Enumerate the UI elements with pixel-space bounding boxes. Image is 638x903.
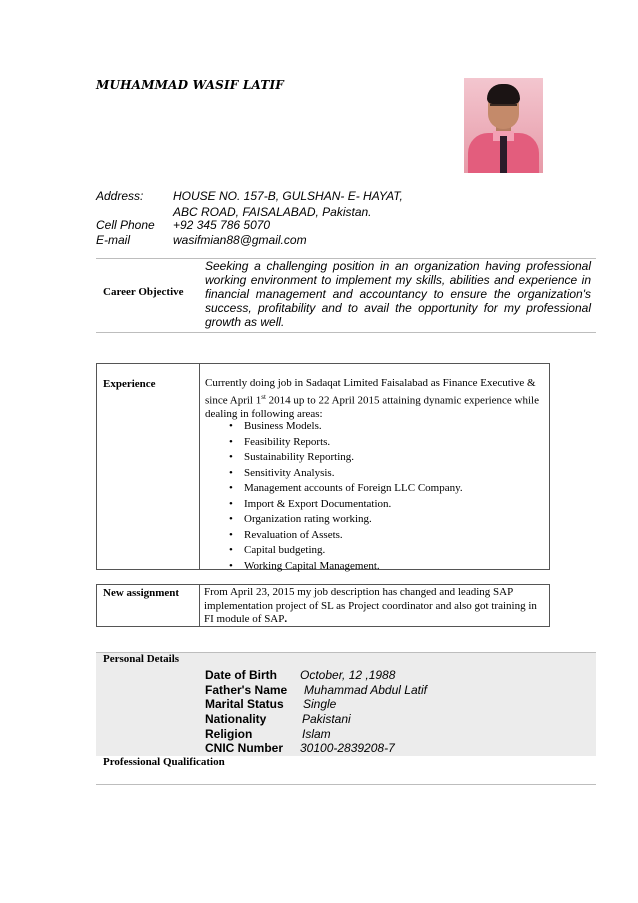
nationality-label: Nationality (205, 712, 267, 726)
new-assignment-divider (199, 584, 200, 626)
email-label: E-mail (96, 233, 131, 247)
career-bottom-rule (96, 332, 596, 333)
list-item: • Feasibility Reports. (232, 435, 463, 451)
career-objective-text: Seeking a challenging position in an organization having professional working environment to implement my skills, abilities and experience in financial management and accountancy to ensure the organization's success, profitability and to avail the opportunity for my professional growth as well. (205, 259, 591, 329)
list-item: • Working Capital Management. (232, 559, 463, 575)
cnic-value: 30100-2839208-7 (300, 741, 395, 755)
father-name-value: Muhammad Abdul Latif (304, 683, 427, 697)
dob-label: Date of Birth (205, 668, 277, 682)
list-item: • Revaluation of Assets. (232, 528, 463, 544)
marital-status-label: Marital Status (205, 697, 284, 711)
experience-list (232, 419, 463, 574)
marital-status-value: Single (303, 697, 337, 711)
new-assignment-text: From April 23, 2015 my job description has changed and leading SAP implementation project of SL as Project coordinator and also got training in FI module of SAP. (204, 586, 537, 625)
dob-value: October, 12 ,1988 (300, 668, 396, 682)
list-item: • Import & Export Documentation. (232, 497, 463, 513)
list-item: • Sensitivity Analysis. (232, 466, 463, 482)
list-item: • Management accounts of Foreign LLC Company. (232, 481, 463, 497)
experience-label: Experience (103, 378, 156, 390)
new-assignment-label: New assignment (103, 587, 180, 599)
phone-label: Cell Phone (96, 218, 155, 232)
phone-value: +92 345 786 5070 (173, 218, 271, 232)
father-name-label: Father's Name (205, 683, 288, 697)
email-value: wasifmian88@gmail.com (173, 233, 307, 247)
list-item: • Capital budgeting. (232, 543, 463, 559)
address-line-2: ABC ROAD, FAISALABAD, Pakistan. (173, 205, 372, 219)
religion-value: Islam (302, 727, 331, 741)
candidate-name: MUHAMMAD WASIF LATIF (96, 78, 285, 92)
list-item: • Sustainability Reporting. (232, 450, 463, 466)
profile-photo (464, 78, 543, 173)
address-label: Address: (96, 189, 144, 203)
qualification-bottom-rule (96, 784, 596, 785)
experience-intro: Currently doing job in Sadaqat Limited Faisalabad as Finance Executive & since April 1st 2014 up to 22 April 2015 attaining dynamic experience while dealing in following areas: (205, 377, 539, 420)
experience-divider (199, 363, 200, 569)
professional-qualification-title: Professional Qualification (103, 756, 225, 768)
career-objective-label: Career Objective (103, 286, 184, 298)
list-item: • Organization rating working. (232, 512, 463, 528)
personal-details-title: Personal Details (103, 653, 180, 665)
address-line-1: HOUSE NO. 157-B, GULSHAN- E- HAYAT, (173, 189, 403, 203)
religion-label: Religion (205, 727, 253, 741)
nationality-value: Pakistani (302, 712, 351, 726)
list-item: • Business Models. (232, 419, 463, 435)
cnic-label: CNIC Number (205, 741, 284, 755)
